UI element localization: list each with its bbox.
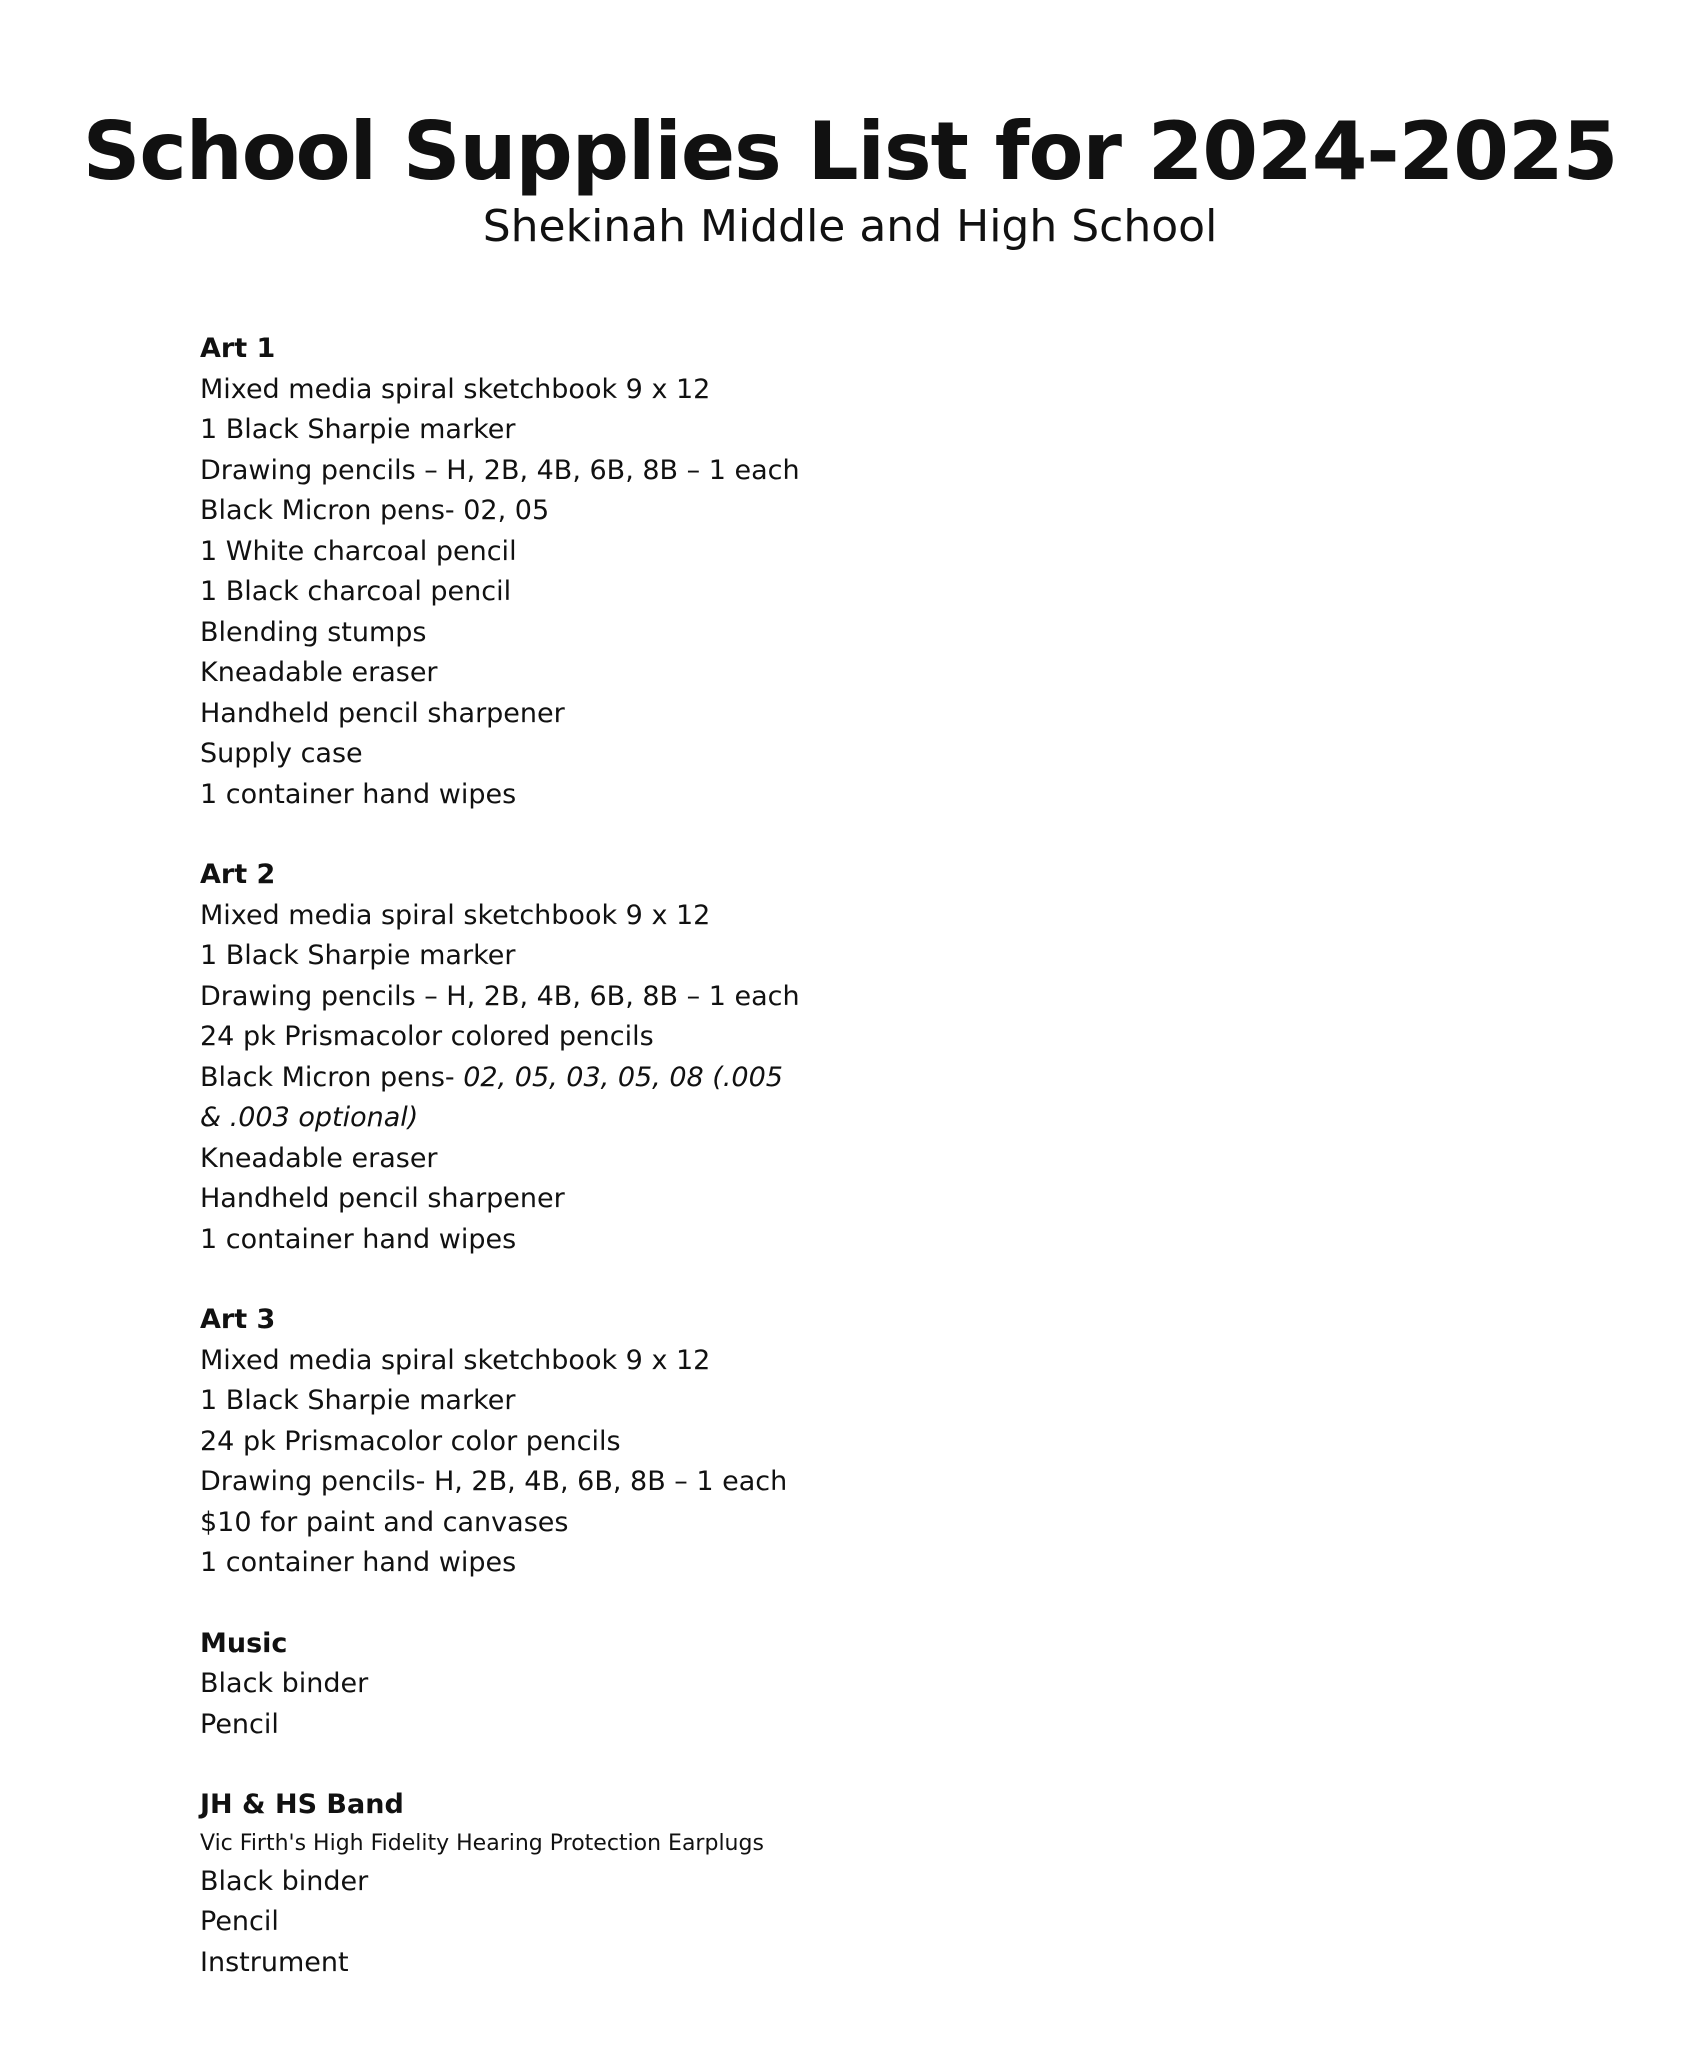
list-item: 1 Black Sharpie marker	[200, 1385, 516, 1416]
list-item: Black Micron pens- 02, 05	[200, 495, 550, 526]
page-title: School Supplies List for 2024-2025	[82, 105, 1618, 198]
section-heading: Art 1	[200, 333, 276, 364]
list-item: 1 Black charcoal pencil	[200, 576, 512, 607]
section-heading: JH & HS Band	[200, 1789, 404, 1820]
list-item: Drawing pencils – H, 2B, 4B, 6B, 8B – 1 each	[200, 980, 800, 1012]
item-note: 02, 05, 03, 05, 08 (.005 & .003 optional)	[200, 1061, 783, 1133]
list-item: 1 Black Sharpie marker	[200, 414, 516, 445]
list-item: 1 Black Sharpie marker	[200, 940, 516, 971]
supplies-list	[200, 329, 1100, 2023]
list-item: Pencil	[200, 1906, 279, 1937]
list-item: Handheld pencil sharpener	[200, 1183, 565, 1214]
section-music	[200, 1624, 1100, 1746]
list-item: 1 container hand wipes	[200, 778, 517, 810]
list-item: Mixed media spiral sketchbook 9 x 12	[200, 373, 711, 405]
list-item: Kneadable eraser	[200, 1142, 438, 1174]
section-heading: Art 3	[200, 1304, 276, 1335]
page-subtitle: Shekinah Middle and High School	[482, 201, 1218, 252]
list-item: Black binder	[200, 1865, 369, 1897]
list-item: Supply case	[200, 738, 363, 769]
document-header	[0, 104, 1700, 254]
section-art-2	[200, 855, 1100, 1260]
section-art-3	[200, 1300, 1100, 1584]
list-item: 1 White charcoal pencil	[200, 535, 517, 567]
list-item: Mixed media spiral sketchbook 9 x 12	[200, 899, 711, 931]
item-label: Black Micron pens-	[200, 1061, 464, 1093]
list-item: Blending stumps	[200, 616, 427, 648]
section-heading: Music	[200, 1627, 288, 1659]
list-item: Instrument	[200, 1946, 349, 1978]
list-item: Black binder	[200, 1668, 369, 1699]
list-item: Kneadable eraser	[200, 657, 438, 688]
list-item: Mixed media spiral sketchbook 9 x 12	[200, 1344, 711, 1376]
list-item: Drawing pencils – H, 2B, 4B, 6B, 8B – 1 each	[200, 454, 800, 486]
list-item: Pencil	[200, 1708, 279, 1740]
list-item: 1 container hand wipes	[200, 1547, 517, 1578]
list-item-earplugs: Vic Firth's High Fidelity Hearing Protection Earplugs	[200, 1830, 764, 1856]
list-item: 24 pk Prismacolor color pencils	[200, 1425, 621, 1457]
list-item: 24 pk Prismacolor colored pencils	[200, 1021, 654, 1052]
list-item: Drawing pencils- H, 2B, 4B, 6B, 8B – 1 each	[200, 1466, 788, 1497]
section-band	[200, 1785, 1100, 1983]
list-item: Handheld pencil sharpener	[200, 697, 565, 729]
list-item: $10 for paint and canvases	[200, 1506, 569, 1538]
section-art-1	[200, 329, 1100, 815]
list-item: 1 container hand wipes	[200, 1223, 517, 1255]
list-item-micron-pens	[200, 1058, 800, 1139]
section-heading: Art 2	[200, 859, 276, 890]
